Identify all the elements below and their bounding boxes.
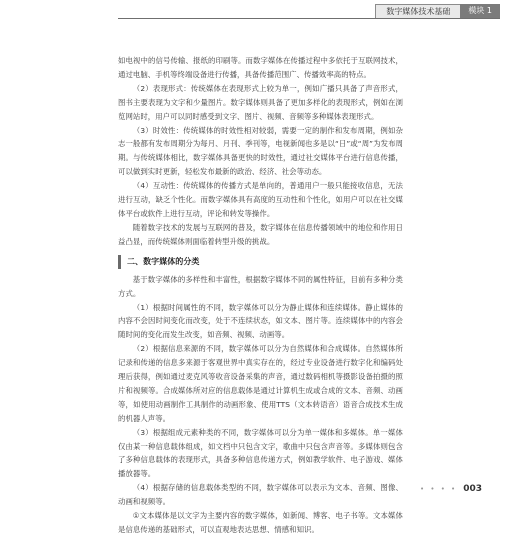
paragraph-6: 基于数字媒体的多样性和丰富性，根据数字媒体不同的属性特征，目前有多种分类方式。 <box>118 274 403 298</box>
page-header <box>0 0 520 22</box>
footer-decoration: • • • • <box>420 485 458 493</box>
paragraph-2: （2）表现形式：传统媒体在表现形式上较为单一，例如广播只具备了声音形式，图书主要表现为文字和少量图片。数字媒体则具备了更加多样化的表现形式，例如在浏览网站时，用户可以同时感受到文字、图片、视频、音频等多种媒体表现形式。 <box>118 83 403 121</box>
body-text <box>118 54 403 537</box>
page-footer <box>420 484 482 494</box>
paragraph-3: （3）时效性：传统媒体的时效性相对较弱，需要一定的制作和发布周期，例如杂志一般都有发布周期分为每月、月刊、季刊等，电视新闻也多是以“日”或“周”为发布周期。与传统媒体相比，数字媒体具备更快的时效性，通过社交媒体平台进行信息传播，可以做到实时更新，轻松发布最新的政治、经济、社会等动态。 <box>118 125 403 177</box>
section-heading: 二、数字媒体的分类 <box>118 255 403 269</box>
paragraph-4: （4）互动性：传统媒体的传播方式是单向的，普通用户一般只能接收信息，无法进行互动，缺乏个性化。而数字媒体具有高度的互动性和个性化，如用户可以在社交媒体平台或软件上进行互动，评论和转发等操作。 <box>118 181 403 218</box>
paragraph-1: 如电视中的信号传输、报纸的印刷等。而数字媒体在传播过程中多依托于互联网技术，通过电脑、手机等终端设备进行传播，具备传播范围广、传播效率高的特点。 <box>118 56 403 79</box>
header-title: 数字媒体技术基础 <box>375 4 460 18</box>
paragraph-11: ①文本媒体是以文字为主要内容的数字媒体，如新闻、博客、电子书等。文本媒体是信息传递的基础形式，可以直观地表达思想、情感和知识。 <box>118 511 403 534</box>
page-number: 003 <box>463 484 482 494</box>
paragraph-7: （1）根据时间属性的不同，数字媒体可以分为静止媒体和连续媒体。静止媒体的内容不会因时间变化而改变，处于不连续状态，如文本、图片等。连续媒体中的内容会随时间的变化而发生改变，如音频、视频、动画等。 <box>118 302 403 340</box>
paragraph-9: （3）根据组成元素种类的不同，数字媒体可以分为单一媒体和多媒体。单一媒体仅由某一种信息载体组成，如文档中只包含文字，歌曲中只包含声音等。多媒体则包含了多种信息载体的表现形式，具备多种信息传递方式，例如教学软件、电子游戏、媒体播放器等。 <box>118 427 403 479</box>
paragraph-8: （2）根据信息来源的不同，数字媒体可以分为自然媒体和合成媒体。自然媒体所记录和传递的信息多来源于客观世界中真实存在的，经过专业设备进行数字化和编码处理后获得，例如通过麦克风等收音设备采集的声音，通过数码相机等摄影设备拍摄的照片和视频等。合成媒体所对应的信息载体是通过计算机生成或合成的文本、音频、动画等，如使用动画制作工具制作的动画形象、使用TTS（文本转语音）语音合成技术生成的机器人声等。 <box>118 344 403 423</box>
header-module-badge: 模块 1 <box>460 4 500 18</box>
header-box <box>375 4 500 18</box>
header-rule <box>118 18 500 19</box>
paragraph-10: （4）根据存储的信息载体类型的不同，数字媒体可以表示为文本、音频、图像、动画和视频等。 <box>118 483 403 507</box>
paragraph-5: 随着数字技术的发展与互联网的普及，数字媒体在信息传播领域中的地位和作用日益凸显，而传统媒体则面临着转型升级的挑战。 <box>118 222 403 246</box>
